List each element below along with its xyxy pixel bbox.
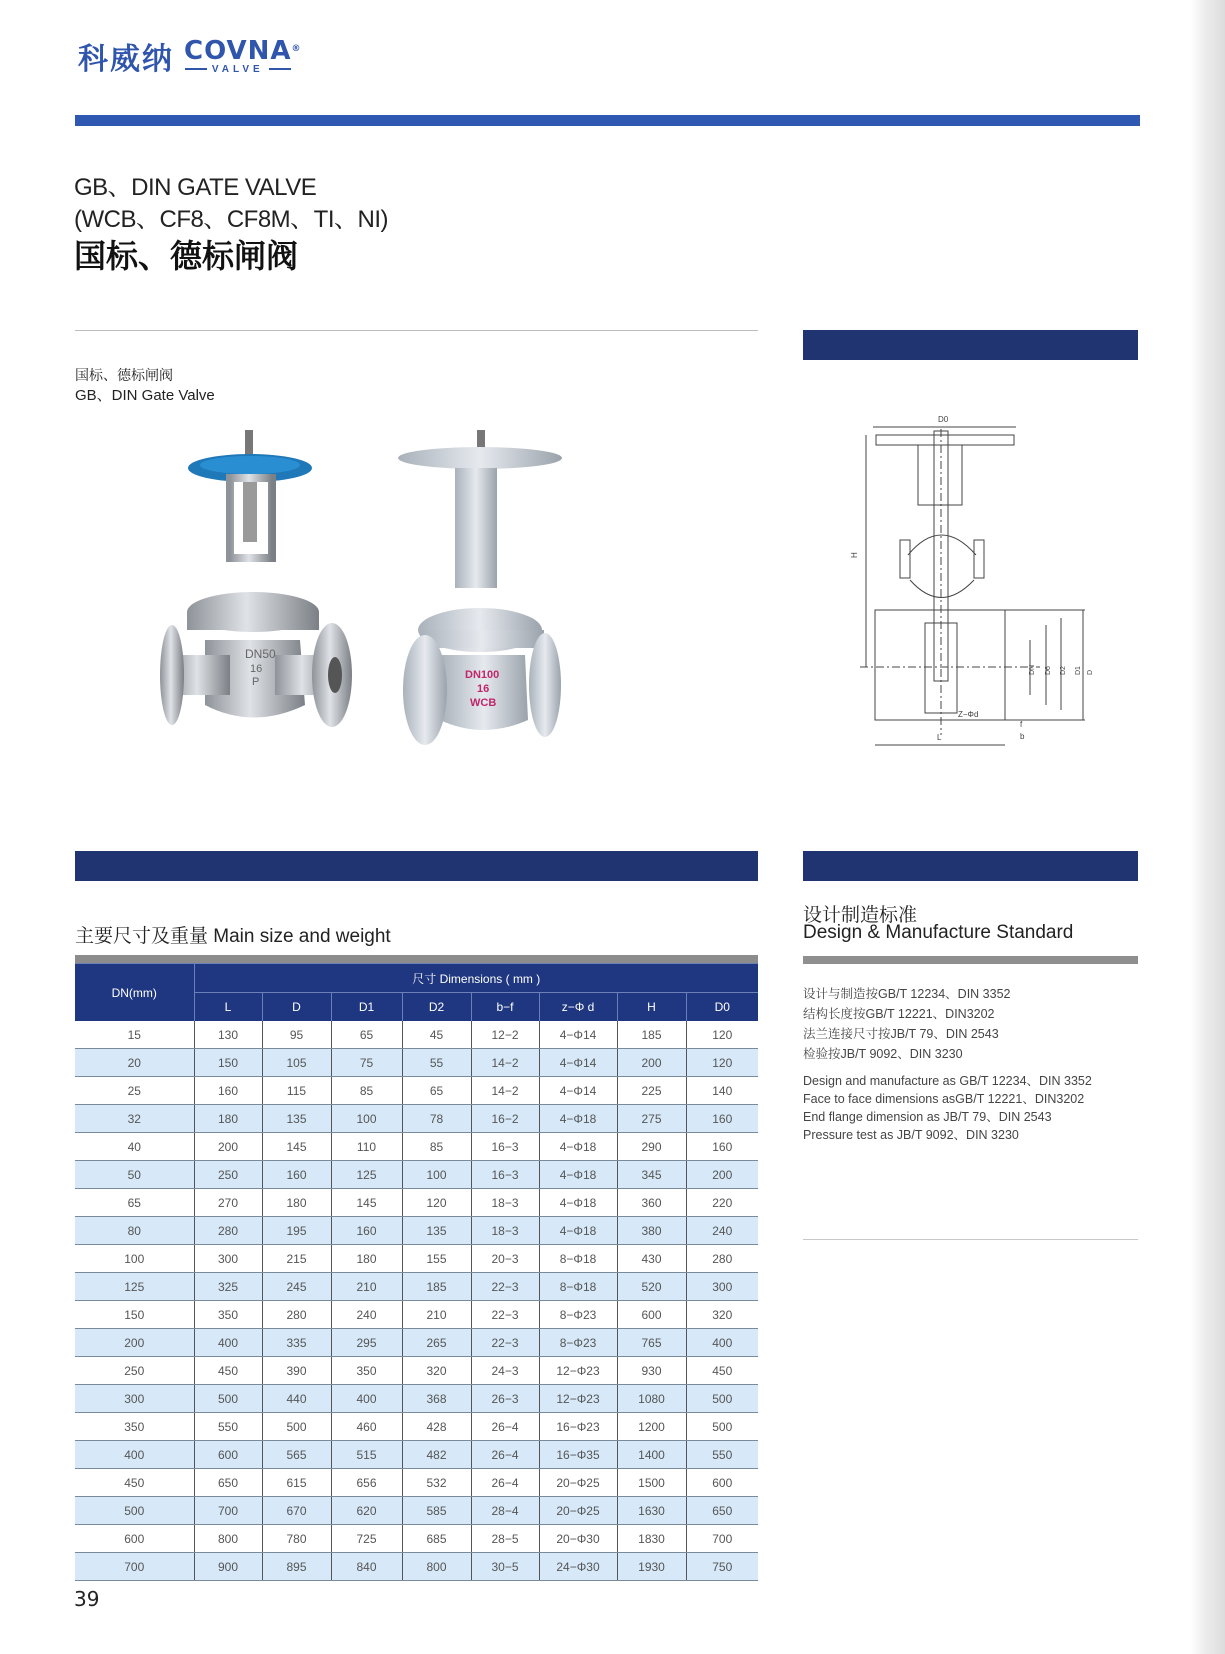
table-cell: 155	[402, 1245, 471, 1273]
table-cell: 14−2	[471, 1049, 539, 1077]
table-cell: 16−3	[471, 1133, 539, 1161]
table-cell: 160	[686, 1105, 758, 1133]
table-row	[75, 1525, 758, 1553]
table-cell: 290	[617, 1133, 686, 1161]
table-cell: 280	[686, 1245, 758, 1273]
dn-cell: 250	[75, 1357, 194, 1385]
standard-item-en: End flange dimension as JB/T 79、DIN 2543	[803, 1110, 1052, 1124]
table-row	[75, 1245, 758, 1273]
svg-text:DN100: DN100	[465, 669, 500, 681]
table-cell: 95	[262, 1021, 331, 1049]
table-cell: 700	[194, 1497, 262, 1525]
standard-item-en: Design and manufacture as GB/T 12234、DIN 3352	[803, 1074, 1092, 1088]
table-cell: 360	[617, 1189, 686, 1217]
table-row	[75, 1497, 758, 1525]
dn-cell: 150	[75, 1301, 194, 1329]
table-cell: 225	[617, 1077, 686, 1105]
svg-text:L: L	[937, 733, 942, 742]
table-cell: 4−Φ18	[539, 1161, 617, 1189]
table-cell: 22−3	[471, 1329, 539, 1357]
table-cell: 368	[402, 1385, 471, 1413]
table-row	[75, 1301, 758, 1329]
table-cell: 300	[194, 1245, 262, 1273]
table-cell: 345	[617, 1161, 686, 1189]
table-cell: 1400	[617, 1441, 686, 1469]
page-edge-shadow	[1190, 0, 1225, 1654]
table-cell: 185	[402, 1273, 471, 1301]
table-cell: 210	[331, 1273, 402, 1301]
brand-name-cn: 科威纳	[78, 42, 174, 77]
table-cell: 275	[617, 1105, 686, 1133]
table-cell: 430	[617, 1245, 686, 1273]
svg-text:H: H	[850, 552, 859, 558]
table-cell: 600	[194, 1441, 262, 1469]
product-photos	[150, 430, 600, 780]
table-cell: 500	[686, 1413, 758, 1441]
table-cell: 140	[686, 1077, 758, 1105]
table-cell: 12−Φ23	[539, 1357, 617, 1385]
table-cell: 100	[331, 1105, 402, 1133]
table-cell: 115	[262, 1077, 331, 1105]
dn-cell: 50	[75, 1161, 194, 1189]
table-cell: 130	[194, 1021, 262, 1049]
table-cell: 1500	[617, 1469, 686, 1497]
standard-item-cn: 检验按JB/T 9092、DIN 3230	[803, 1047, 963, 1061]
page-number: 39	[74, 1587, 100, 1611]
brand-logo	[78, 35, 302, 77]
svg-text:D0: D0	[938, 415, 949, 424]
page-title-cn: 国标、德标闸阀	[74, 237, 299, 275]
header-accent-bar	[75, 115, 1140, 126]
table-cell: 500	[686, 1385, 758, 1413]
table-cell: 532	[402, 1469, 471, 1497]
table-cell: 250	[194, 1161, 262, 1189]
table-cell: 325	[194, 1273, 262, 1301]
brand-wordmark	[184, 35, 302, 75]
standard-item-cn: 设计与制造按GB/T 12234、DIN 3352	[803, 987, 1011, 1001]
table-cell: 20−Φ25	[539, 1497, 617, 1525]
table-cell: 700	[686, 1525, 758, 1553]
product-caption-cn: 国标、德标闸阀	[75, 367, 173, 383]
dn-cell: 125	[75, 1273, 194, 1301]
dn-cell: 65	[75, 1189, 194, 1217]
table-row	[75, 1161, 758, 1189]
table-cell: 24−3	[471, 1357, 539, 1385]
column-header: z−Φ d	[539, 993, 617, 1022]
table-cell: 800	[402, 1553, 471, 1581]
divider-left	[75, 330, 758, 331]
table-cell: 8−Φ18	[539, 1273, 617, 1301]
table-cell: 600	[617, 1301, 686, 1329]
table-cell: 125	[331, 1161, 402, 1189]
table-row	[75, 1049, 758, 1077]
table-cell: 78	[402, 1105, 471, 1133]
dn-header: DN(mm)	[75, 964, 194, 1022]
table-row	[75, 1077, 758, 1105]
table-row	[75, 1413, 758, 1441]
table-cell: 16−3	[471, 1161, 539, 1189]
table-cell: 145	[331, 1189, 402, 1217]
table-cell: 55	[402, 1049, 471, 1077]
table-cell: 320	[686, 1301, 758, 1329]
table-cell: 245	[262, 1273, 331, 1301]
table-cell: 8−Φ23	[539, 1301, 617, 1329]
table-cell: 30−5	[471, 1553, 539, 1581]
table-cell: 685	[402, 1525, 471, 1553]
table-cell: 280	[262, 1301, 331, 1329]
table-cell: 670	[262, 1497, 331, 1525]
standards-title-en: Design & Manufacture Standard	[803, 922, 1074, 943]
standards-section-bar	[803, 851, 1138, 881]
table-cell: 65	[331, 1021, 402, 1049]
table-cell: 335	[262, 1329, 331, 1357]
dn-cell: 700	[75, 1553, 194, 1581]
table-cell: 295	[331, 1329, 402, 1357]
column-header: D1	[331, 993, 402, 1022]
table-cell: 16−Φ23	[539, 1413, 617, 1441]
table-cell: 12−Φ23	[539, 1385, 617, 1413]
standards-list-en	[803, 1072, 1092, 1144]
table-row	[75, 1021, 758, 1049]
table-cell: 12−2	[471, 1021, 539, 1049]
table-cell: 650	[686, 1497, 758, 1525]
table-cell: 320	[402, 1357, 471, 1385]
table-cell: 200	[194, 1133, 262, 1161]
table-cell: 26−4	[471, 1469, 539, 1497]
standards-title-cn: 设计制造标准	[803, 905, 918, 926]
table-title: 主要尺寸及重量 Main size and weight	[75, 926, 391, 947]
table-top-strip	[75, 955, 758, 963]
table-cell: 180	[331, 1245, 402, 1273]
table-cell: 85	[331, 1077, 402, 1105]
table-cell: 145	[262, 1133, 331, 1161]
standard-item-cn: 结构长度按GB/T 12221、DIN3202	[803, 1007, 995, 1021]
table-cell: 500	[194, 1385, 262, 1413]
table-cell: 120	[402, 1189, 471, 1217]
svg-text:b: b	[1020, 732, 1025, 741]
table-cell: 200	[617, 1049, 686, 1077]
table-cell: 520	[617, 1273, 686, 1301]
table-cell: 240	[331, 1301, 402, 1329]
product-caption-en: GB、DIN Gate Valve	[75, 387, 215, 404]
table-cell: 135	[402, 1217, 471, 1245]
table-cell: 20−3	[471, 1245, 539, 1273]
table-cell: 215	[262, 1245, 331, 1273]
spec-table	[75, 963, 758, 1581]
dn-cell: 80	[75, 1217, 194, 1245]
table-cell: 210	[402, 1301, 471, 1329]
svg-text:16: 16	[250, 663, 263, 675]
table-cell: 185	[617, 1021, 686, 1049]
svg-text:D: D	[1087, 669, 1094, 675]
table-cell: 16−2	[471, 1105, 539, 1133]
table-cell: 4−Φ18	[539, 1217, 617, 1245]
table-cell: 26−4	[471, 1441, 539, 1469]
table-cell: 350	[194, 1301, 262, 1329]
table-cell: 4−Φ18	[539, 1105, 617, 1133]
table-cell: 895	[262, 1553, 331, 1581]
table-cell: 22−3	[471, 1273, 539, 1301]
table-cell: 4−Φ18	[539, 1133, 617, 1161]
svg-text:D2: D2	[1060, 666, 1067, 675]
table-cell: 8−Φ23	[539, 1329, 617, 1357]
drawing-section-bar	[803, 330, 1138, 360]
dn-cell: 300	[75, 1385, 194, 1413]
table-cell: 26−4	[471, 1413, 539, 1441]
table-cell: 120	[686, 1021, 758, 1049]
table-cell: 600	[686, 1469, 758, 1497]
standards-list-cn	[803, 984, 1010, 1064]
dn-cell: 15	[75, 1021, 194, 1049]
table-row	[75, 1553, 758, 1581]
brand-tagline: VALVE	[185, 64, 291, 75]
table-row	[75, 1273, 758, 1301]
table-cell: 585	[402, 1497, 471, 1525]
valve-photo-stainless	[160, 430, 352, 727]
column-header: D0	[686, 993, 758, 1022]
table-cell: 450	[194, 1357, 262, 1385]
table-cell: 100	[402, 1161, 471, 1189]
table-cell: 428	[402, 1413, 471, 1441]
standard-item-en: Pressure test as JB/T 9092、DIN 3230	[803, 1128, 1019, 1142]
table-cell: 265	[402, 1329, 471, 1357]
table-cell: 725	[331, 1525, 402, 1553]
dn-cell: 350	[75, 1413, 194, 1441]
svg-text:Z−Φd: Z−Φd	[958, 710, 979, 719]
table-cell: 350	[331, 1357, 402, 1385]
table-cell: 400	[686, 1329, 758, 1357]
table-cell: 300	[686, 1273, 758, 1301]
table-cell: 565	[262, 1441, 331, 1469]
table-cell: 220	[686, 1189, 758, 1217]
page-title-line2: (WCB、CF8、CF8M、TI、NI)	[74, 206, 388, 233]
table-cell: 195	[262, 1217, 331, 1245]
table-cell: 8−Φ18	[539, 1245, 617, 1273]
table-cell: 26−3	[471, 1385, 539, 1413]
table-cell: 500	[262, 1413, 331, 1441]
table-cell: 460	[331, 1413, 402, 1441]
table-cell: 135	[262, 1105, 331, 1133]
table-cell: 18−3	[471, 1217, 539, 1245]
table-row	[75, 1441, 758, 1469]
dn-cell: 400	[75, 1441, 194, 1469]
table-cell: 400	[194, 1329, 262, 1357]
table-cell: 400	[331, 1385, 402, 1413]
table-cell: 765	[617, 1329, 686, 1357]
svg-text:P: P	[252, 676, 260, 688]
column-header: D	[262, 993, 331, 1022]
valve-photo-carbon-steel	[398, 430, 562, 745]
table-cell: 4−Φ14	[539, 1049, 617, 1077]
table-cell: 28−5	[471, 1525, 539, 1553]
table-cell: 180	[194, 1105, 262, 1133]
table-cell: 14−2	[471, 1077, 539, 1105]
table-cell: 1930	[617, 1553, 686, 1581]
technical-drawing	[840, 405, 1100, 760]
table-cell: 280	[194, 1217, 262, 1245]
table-cell: 380	[617, 1217, 686, 1245]
table-cell: 270	[194, 1189, 262, 1217]
table-cell: 440	[262, 1385, 331, 1413]
svg-text:f: f	[1020, 720, 1023, 729]
brand-name-en: COVNA ®	[184, 35, 302, 66]
table-cell: 1630	[617, 1497, 686, 1525]
table-cell: 482	[402, 1441, 471, 1469]
table-cell: 620	[331, 1497, 402, 1525]
table-cell: 450	[686, 1357, 758, 1385]
table-cell: 20−Φ25	[539, 1469, 617, 1497]
table-cell: 1830	[617, 1525, 686, 1553]
dn-cell: 500	[75, 1497, 194, 1525]
table-cell: 515	[331, 1441, 402, 1469]
table-cell: 22−3	[471, 1301, 539, 1329]
table-cell: 900	[194, 1553, 262, 1581]
svg-text:D6: D6	[1045, 666, 1052, 675]
divider-right	[803, 1239, 1138, 1240]
svg-text:WCB: WCB	[470, 697, 497, 709]
table-cell: 150	[194, 1049, 262, 1077]
dn-cell: 100	[75, 1245, 194, 1273]
table-cell: 656	[331, 1469, 402, 1497]
table-cell: 550	[686, 1441, 758, 1469]
dn-cell: 600	[75, 1525, 194, 1553]
table-cell: 105	[262, 1049, 331, 1077]
table-cell: 800	[194, 1525, 262, 1553]
dn-cell: 25	[75, 1077, 194, 1105]
table-cell: 550	[194, 1413, 262, 1441]
dn-cell: 200	[75, 1329, 194, 1357]
table-cell: 110	[331, 1133, 402, 1161]
table-section-bar	[75, 851, 758, 881]
table-cell: 65	[402, 1077, 471, 1105]
dimension-table	[75, 955, 758, 1581]
table-cell: 18−3	[471, 1189, 539, 1217]
column-header: H	[617, 993, 686, 1022]
svg-text:DN: DN	[1029, 664, 1036, 675]
dn-cell: 450	[75, 1469, 194, 1497]
column-header: D2	[402, 993, 471, 1022]
table-cell: 1200	[617, 1413, 686, 1441]
svg-text:DN50: DN50	[245, 647, 276, 661]
table-row	[75, 1357, 758, 1385]
table-row	[75, 1133, 758, 1161]
table-cell: 160	[686, 1133, 758, 1161]
table-cell: 120	[686, 1049, 758, 1077]
table-cell: 930	[617, 1357, 686, 1385]
table-cell: 4−Φ14	[539, 1077, 617, 1105]
standard-item-en: Face to face dimensions asGB/T 12221、DIN3202	[803, 1092, 1085, 1106]
table-cell: 390	[262, 1357, 331, 1385]
table-cell: 20−Φ30	[539, 1525, 617, 1553]
dn-cell: 20	[75, 1049, 194, 1077]
table-cell: 4−Φ14	[539, 1021, 617, 1049]
table-cell: 160	[331, 1217, 402, 1245]
column-header: L	[194, 993, 262, 1022]
dn-cell: 40	[75, 1133, 194, 1161]
table-row	[75, 1217, 758, 1245]
table-cell: 75	[331, 1049, 402, 1077]
table-row	[75, 1189, 758, 1217]
table-cell: 750	[686, 1553, 758, 1581]
svg-text:16: 16	[477, 683, 490, 695]
table-row	[75, 1385, 758, 1413]
table-cell: 28−4	[471, 1497, 539, 1525]
table-cell: 780	[262, 1525, 331, 1553]
table-body	[75, 1021, 758, 1581]
table-row	[75, 1105, 758, 1133]
standards-gray-bar	[803, 956, 1138, 964]
dn-cell: 32	[75, 1105, 194, 1133]
table-cell: 160	[262, 1161, 331, 1189]
table-cell: 200	[686, 1161, 758, 1189]
page-title-line1: GB、DIN GATE VALVE	[74, 174, 317, 201]
table-cell: 160	[194, 1077, 262, 1105]
table-cell: 180	[262, 1189, 331, 1217]
standard-item-cn: 法兰连接尺寸按JB/T 79、DIN 2543	[803, 1027, 999, 1041]
table-row	[75, 1329, 758, 1357]
column-header: b−f	[471, 993, 539, 1022]
svg-text:D1: D1	[1075, 666, 1082, 675]
table-cell: 615	[262, 1469, 331, 1497]
table-cell: 1080	[617, 1385, 686, 1413]
table-cell: 85	[402, 1133, 471, 1161]
dimensions-group-header: 尺寸 Dimensions ( mm )	[194, 964, 758, 993]
table-cell: 16−Φ35	[539, 1441, 617, 1469]
table-cell: 840	[331, 1553, 402, 1581]
table-cell: 24−Φ30	[539, 1553, 617, 1581]
table-cell: 650	[194, 1469, 262, 1497]
table-cell: 45	[402, 1021, 471, 1049]
table-cell: 4−Φ18	[539, 1189, 617, 1217]
table-row	[75, 1469, 758, 1497]
table-cell: 240	[686, 1217, 758, 1245]
